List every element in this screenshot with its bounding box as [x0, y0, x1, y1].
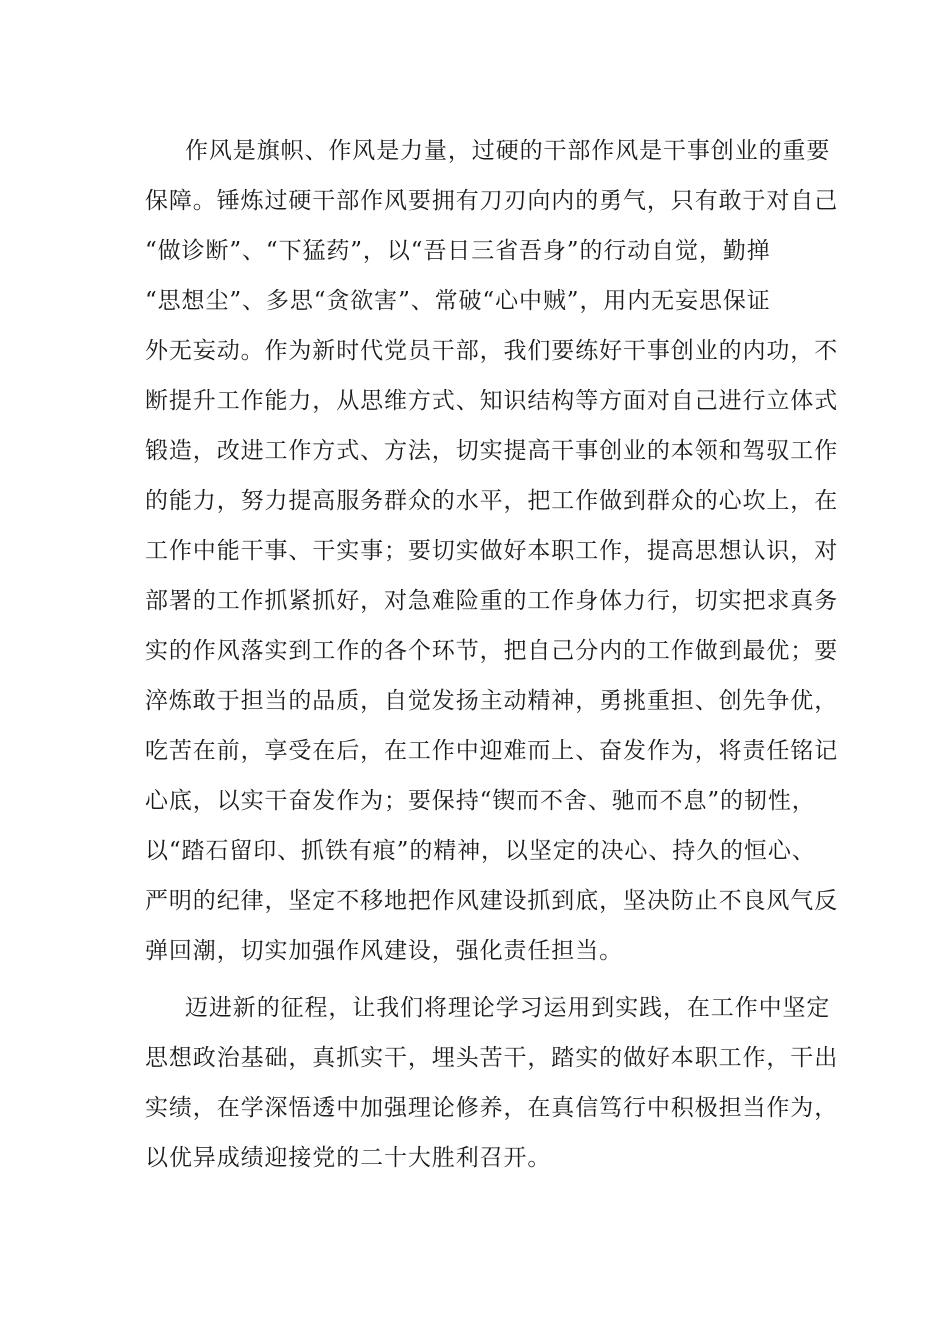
text-line: 以“踏石留印、抓铁有痕”的精神，以坚定的决心、持久的恒心、: [145, 838, 816, 864]
text-line: 锻造，改进工作方式、方法，切实提高干事创业的本领和驾驭工作: [145, 438, 839, 464]
text-line: 思想政治基础，真抓实干，埋头苦干，踏实的做好本职工作，干出: [145, 1045, 839, 1071]
text-line: “做诊断”、“下猛药”，以“吾日三省吾身”的行动自觉，勤掸: [145, 238, 771, 264]
text-line: 弹回潮，切实加强作风建设，强化责任担当。: [145, 938, 623, 964]
text-line: 心底，以实干奋发作为；要保持“锲而不舍、驰而不息”的韧性，: [145, 788, 816, 814]
text-line: 实绩，在学深悟透中加强理论修养，在真信笃行中积极担当作为，: [145, 1095, 839, 1121]
text-line: 吃苦在前，享受在后，在工作中迎难而上、奋发作为，将责任铭记: [145, 738, 839, 764]
text-line: 保障。锤炼过硬干部作风要拥有刀刃向内的勇气，只有敢于对自己: [145, 188, 839, 214]
text-line: 部署的工作抓紧抓好，对急难险重的工作身体力行，切实把求真务: [145, 588, 839, 614]
text-line: 淬炼敢于担当的品质，自觉发扬主动精神，勇挑重担、创先争优，: [145, 688, 839, 714]
text-line: 迈进新的征程，让我们将理论学习运用到实践，在工作中坚定: [185, 995, 831, 1021]
text-line: 工作中能干事、干实事；要切实做好本职工作，提高思想认识，对: [145, 538, 839, 564]
text-line: 作风是旗帜、作风是力量，过硬的干部作风是干事创业的重要: [185, 138, 831, 164]
text-line: 外无妄动。作为新时代党员干部，我们要练好干事创业的内功，不: [145, 338, 839, 364]
text-line: “思想尘”、多思“贪欲害”、常破“心中贼”，用内无妄思保证: [145, 288, 771, 314]
text-line: 断提升工作能力，从思维方式、知识结构等方面对自己进行立体式: [145, 388, 839, 414]
text-line: 以优异成绩迎接党的二十大胜利召开。: [145, 1145, 552, 1171]
text-line: 实的作风落实到工作的各个环节，把自己分内的工作做到最优；要: [145, 638, 839, 664]
text-line: 的能力，努力提高服务群众的水平，把工作做到群众的心坎上，在: [145, 488, 839, 514]
text-line: 严明的纪律，坚定不移地把作风建设抓到底，坚决防止不良风气反: [145, 888, 839, 914]
